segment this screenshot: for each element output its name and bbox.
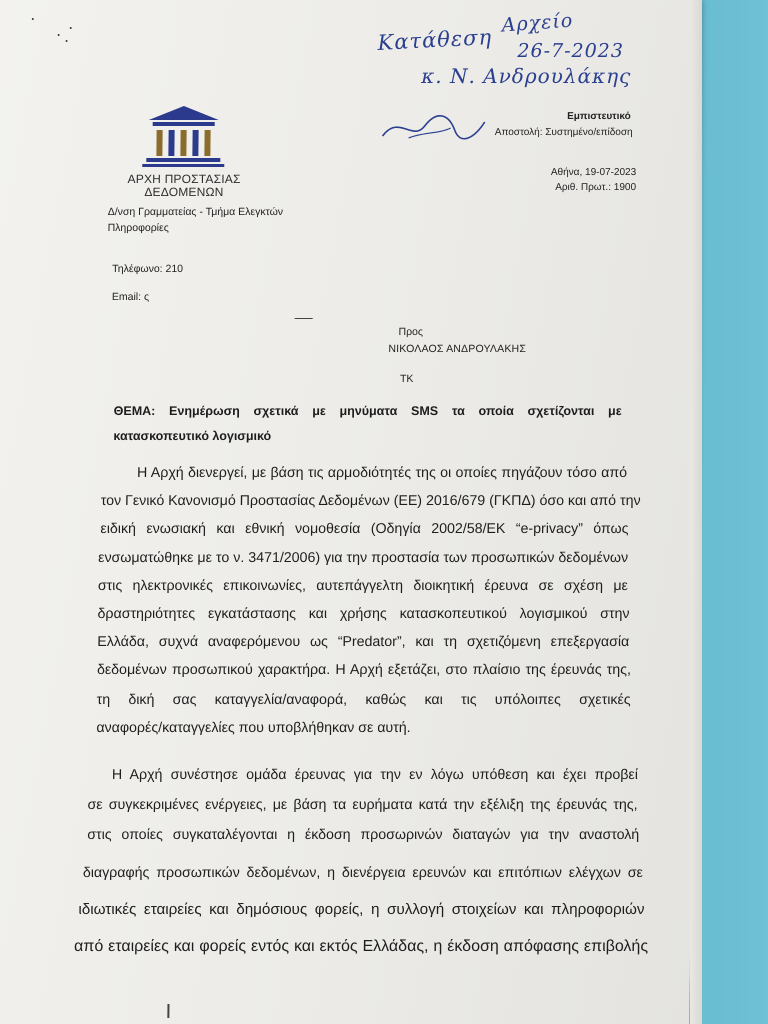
speck — [70, 27, 72, 29]
logo-caption-line1: ΑΡΧΗ ΠΡΟΣΤΑΣΙΑΣ — [127, 172, 241, 186]
phone: Τηλέφωνο: 210 — [112, 263, 184, 275]
paragraph2-line: από εταιρείες και φορείς εντός και εκτός Ελλάδας, η έκδοση απόφασης επιβολής — [73, 938, 649, 955]
paragraph1-line: ενσωματώθηκε με το ν. 3471/2006) για την προστασία των προσωπικών δεδομένων — [98, 550, 629, 566]
recipient-name: ΝΙΚΟΛΑΟΣ ΑΝΔΡΟΥΛΑΚΗΣ — [388, 343, 527, 355]
handwritten-name: κ. Ν. Ανδρουλάκης — [421, 64, 632, 88]
paragraph1-line: στις ηλεκτρονικές επικοινωνίες, αυτεπάγγελτη διοικητική έρευνα σε σχέση με — [97, 578, 628, 594]
classification-label: Εμπιστευτικό — [567, 111, 631, 122]
speck — [32, 18, 34, 20]
recipient-postal: ΤΚ — [399, 373, 414, 385]
authority-logo-icon — [138, 104, 229, 168]
sender-department: Δ/νση Γραμματείας - Τμήμα Ελεγκτών — [107, 206, 284, 218]
subject-line1: ΘΕΜΑ: Ενημέρωση σχετικά με μηνύματα SMS τα οποία σχετίζονται με — [113, 404, 622, 418]
subject-line2: κατασκοπευτικό λογισμικό — [113, 429, 272, 443]
delivery-method: Αποστολή: Συστημένο/επίδοση — [494, 127, 633, 138]
place-date: Αθήνα, 19-07-2023 — [550, 167, 637, 178]
speck — [58, 34, 60, 36]
paper-edge — [690, 0, 702, 1024]
paragraph1-line: Η Αρχή διενεργεί, με βάση τις αρμοδιότητές της οι οποίες πηγάζουν τόσο από — [136, 465, 628, 481]
logo-caption-line2: ΔΕΔΟΜΕΝΩΝ — [144, 185, 224, 199]
info-label: Πληροφορίες — [107, 222, 169, 234]
paragraph1-line: ειδική ενωσιακή και εθνική νομοθεσία (Οδηγία 2002/58/ΕΚ “e-privacy” όπως — [100, 521, 629, 537]
page-mark — [167, 1004, 169, 1018]
paragraph1-line: δραστηριότητες εγκατάστασης και χρήσης κατασκοπευτικού λογισμικού στην — [97, 606, 630, 622]
handwritten-signature — [378, 108, 488, 148]
paragraph2-line: Η Αρχή συνέστησε ομάδα έρευνας για την εν λόγω υπόθεση και έχει προβεί — [111, 767, 638, 783]
protocol-number: Αριθ. Πρωτ.: 1900 — [555, 182, 637, 193]
paragraph2-line: σε συγκεκριμένες ενέργειες, με βάση τα ευρήματα κατά την εξέλιξη της έρευνάς της, — [87, 797, 638, 813]
paragraph1-line: τη δική σας καταγγελία/αναφορά, καθώς και τις υπόλοιπες σχετικές — [96, 692, 631, 708]
paragraph1-line: τον Γενικό Κανονισμό Προστασίας Δεδομένων (ΕΕ) 2016/679 (ΓΚΠΔ) όσο και από την — [100, 493, 641, 509]
email: Email: ς — [111, 291, 150, 303]
speck — [66, 40, 68, 42]
paragraph1-line: δεδομένων προσωπικού χαρακτήρα. Η Αρχή εξετάζει, στο πλαίσιο της έρευνάς της, — [96, 662, 632, 678]
paragraph1-line: Ελλάδα, συχνά αναφερόμενου ως “Predator”, και τη σχετιζόμενη επεξεργασία — [97, 634, 630, 650]
paragraph2-line: ιδιωτικές εταιρείες και δημόσιους φορείς, η συλλογή στοιχείων και πληροφοριών — [78, 901, 645, 918]
paragraph2-line: στις οποίες συγκαταλέγονται η έκδοση προσωρινών διαταγών για την αναστολή — [87, 827, 640, 843]
redaction-mark — [295, 318, 313, 319]
recipient-to-label: Προς — [398, 326, 424, 338]
paragraph2-line: διαγραφής προσωπικών δεδομένων, η διενέργεια ερευνών και επιτόπιων ελέγχων σε — [82, 865, 643, 881]
paragraph1-line: αναφορές/καταγγελίες που υποβλήθηκαν σε αυτή. — [96, 720, 411, 736]
handwritten-deposit: Κατάθεση — [377, 25, 493, 55]
handwritten-date: 26-7-2023 — [517, 40, 625, 62]
handwritten-archive: Αρχείο — [501, 9, 574, 37]
